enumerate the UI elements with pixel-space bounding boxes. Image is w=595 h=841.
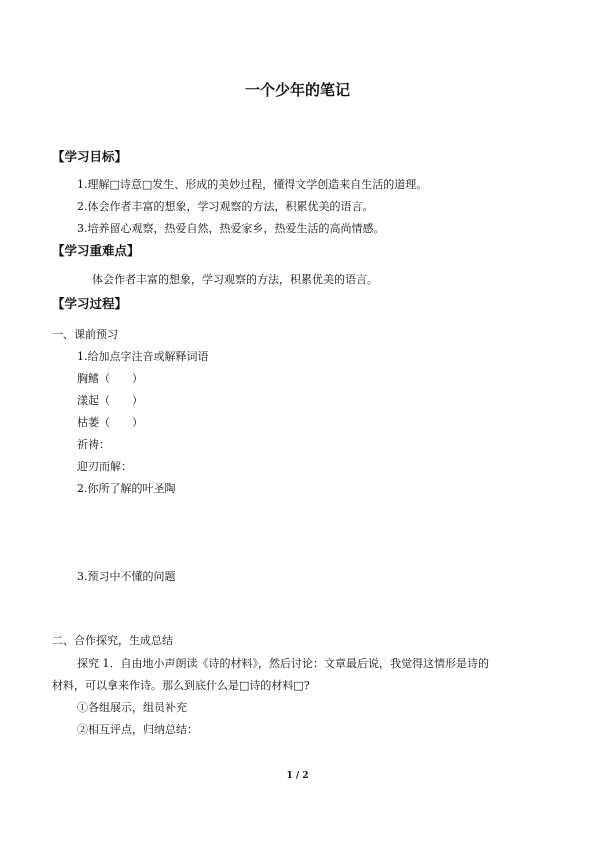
- document-title: 一个少年的笔记: [244, 81, 350, 99]
- word-item-1: 胸鳍（ ）: [77, 372, 143, 385]
- goal-item-1: 1.理解□诗意□发生、形成的美妙过程，懂得文学创造来自生活的道理。: [77, 178, 428, 191]
- key-points-text: 体会作者丰富的想象，学习观察的方法，积累优美的语言。: [92, 273, 378, 286]
- section-heading-goals: 【学习目标】: [52, 149, 128, 164]
- step-item-2: ②相互评点，归纳总结：: [77, 723, 198, 736]
- word-item-4: 祈祷：: [77, 438, 110, 451]
- part-heading-preview: 一、课前预习: [52, 328, 118, 341]
- section-heading-key-points: 【学习重难点】: [52, 243, 140, 258]
- part-heading-explore: 二、合作探究，生成总结: [52, 634, 173, 647]
- goal-item-3: 3.培养留心观察，热爱自然，热爱家乡，热爱生活的高尚情感。: [77, 222, 385, 235]
- section-heading-process: 【学习过程】: [52, 296, 128, 311]
- explore-1-line-2: 材料，可以拿来作诗。那么到底什么是□诗的材料□?: [52, 679, 310, 692]
- question-1: 1.给加点字注音或解释词语: [77, 350, 209, 363]
- word-item-2: 漾起（ ）: [77, 394, 143, 407]
- explore-1-line-1: 探究 1．自由地小声朗读《诗的材料》，然后讨论：文章最后说，我觉得这情形是诗的: [77, 657, 489, 670]
- word-item-5: 迎刃而解：: [77, 460, 132, 473]
- word-item-3: 枯萎（ ）: [77, 416, 143, 429]
- question-2: 2.你所了解的叶圣陶: [77, 482, 176, 495]
- step-item-1: ①各组展示，组员补充: [77, 701, 187, 714]
- question-3: 3.预习中不懂的问题: [77, 570, 176, 583]
- goal-item-2: 2.体会作者丰富的想象，学习观察的方法，积累优美的语言。: [77, 200, 374, 213]
- page-number: 1 / 2: [286, 771, 309, 781]
